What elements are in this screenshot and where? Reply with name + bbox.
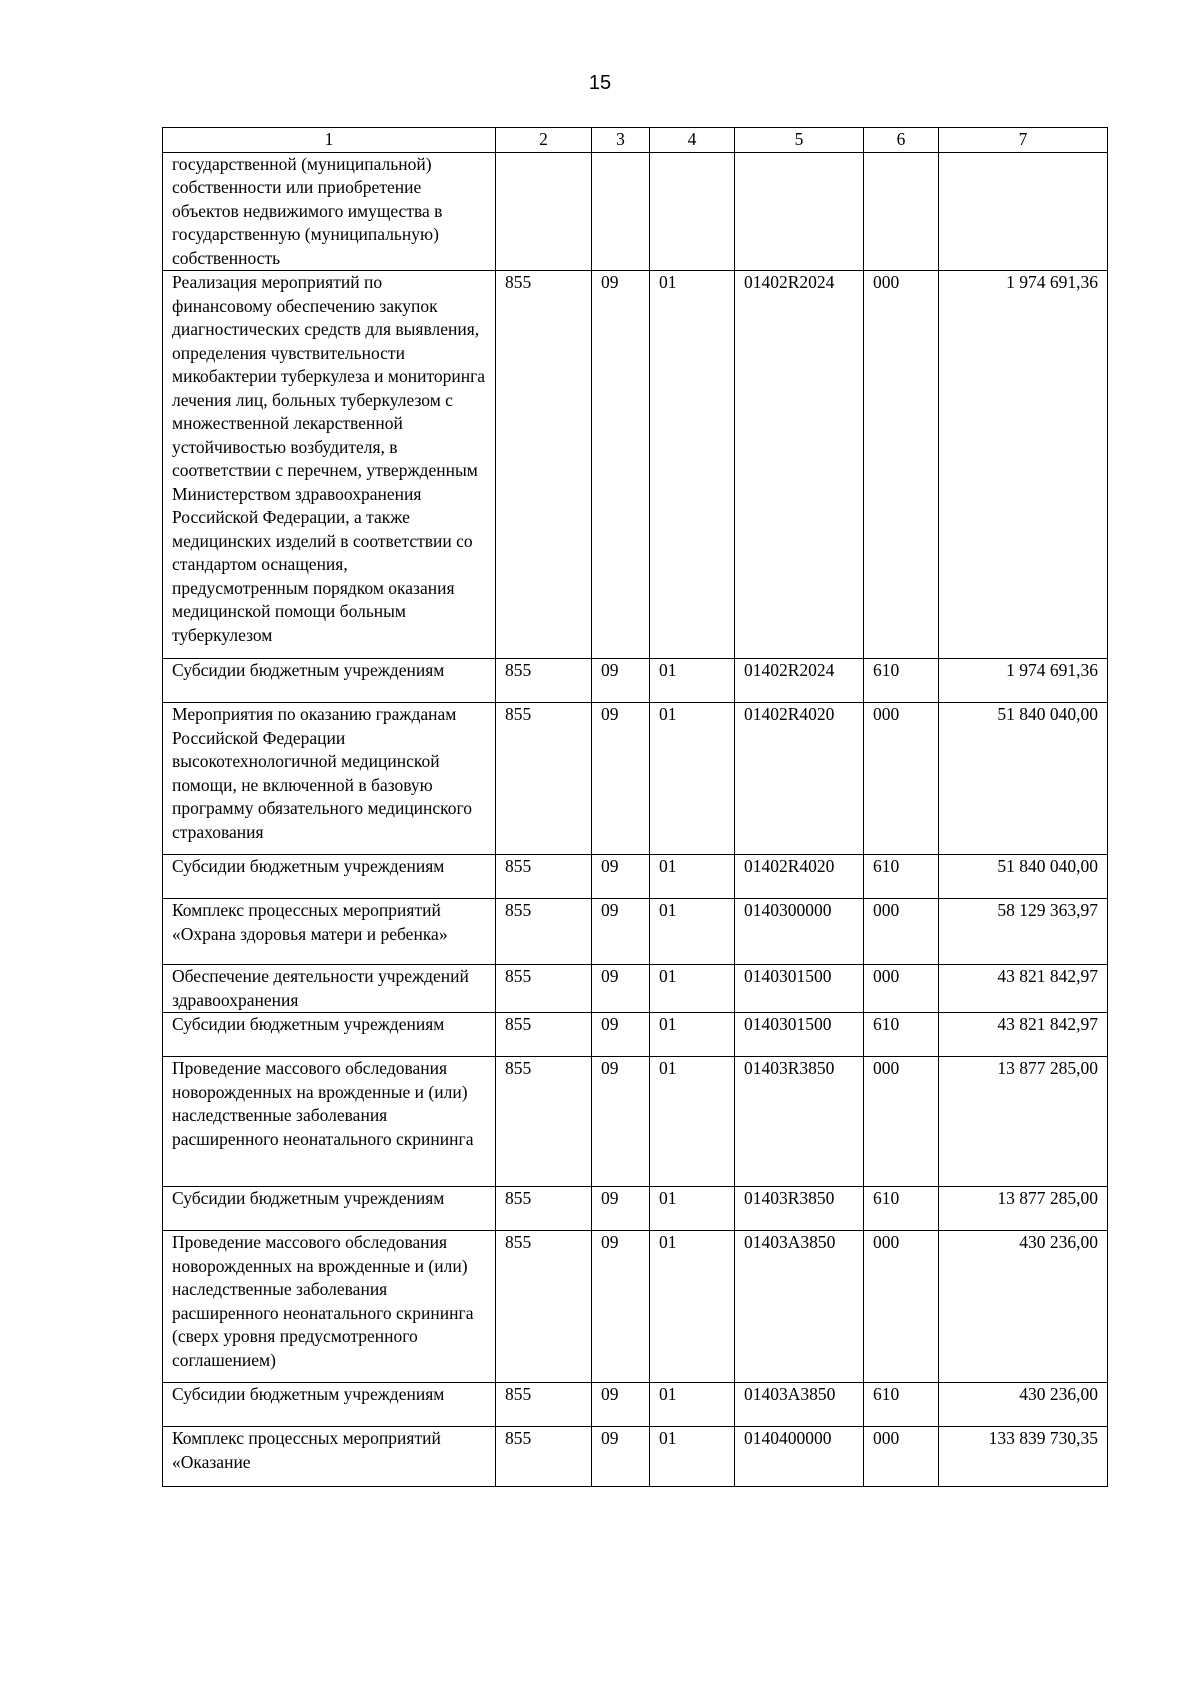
- target-article-cell: 0140301500: [735, 965, 864, 1013]
- gov-code-cell: [496, 152, 592, 271]
- subsection-cell: 01: [650, 1427, 735, 1487]
- section-cell: [592, 152, 650, 271]
- target-article-cell: 01402R4020: [735, 703, 864, 855]
- row-name-cell: Субсидии бюджетным учреждениям: [163, 1013, 496, 1057]
- expense-type-cell: 000: [864, 1231, 939, 1383]
- gov-code-cell: 855: [496, 271, 592, 659]
- target-article-cell: 01403А3850: [735, 1231, 864, 1383]
- table-row: [163, 1427, 1108, 1487]
- subsection-cell: 01: [650, 659, 735, 703]
- row-name-cell: Субсидии бюджетным учреждениям: [163, 855, 496, 899]
- amount-cell: 13 877 285,00: [939, 1057, 1108, 1187]
- header-cell: 7: [939, 128, 1108, 153]
- subsection-cell: 01: [650, 855, 735, 899]
- section-cell: 09: [592, 703, 650, 855]
- budget-table: [162, 127, 1108, 1487]
- row-name-cell: Проведение массового обследования новорожденных на врожденные и (или) наследственные заболевания расширенного неонатального скрининга (сверх уровня предусмотренного соглашением): [163, 1231, 496, 1383]
- subsection-cell: 01: [650, 1383, 735, 1427]
- row-name-cell: Субсидии бюджетным учреждениям: [163, 1383, 496, 1427]
- gov-code-cell: 855: [496, 855, 592, 899]
- subsection-cell: 01: [650, 1013, 735, 1057]
- section-cell: 09: [592, 1427, 650, 1487]
- table-row: [163, 703, 1108, 855]
- target-article-cell: 01403R3850: [735, 1187, 864, 1231]
- subsection-cell: 01: [650, 271, 735, 659]
- amount-cell: 43 821 842,97: [939, 1013, 1108, 1057]
- row-name-cell: Мероприятия по оказанию гражданам Российской Федерации высокотехнологичной медицинской помощи, не включенной в базовую программу обязательного медицинского страхования: [163, 703, 496, 855]
- amount-cell: 430 236,00: [939, 1383, 1108, 1427]
- table-row: [163, 1187, 1108, 1231]
- gov-code-cell: 855: [496, 659, 592, 703]
- expense-type-cell: 000: [864, 271, 939, 659]
- subsection-cell: 01: [650, 1231, 735, 1383]
- row-name-cell: Реализация мероприятий по финансовому обеспечению закупок диагностических средств для выявления, определения чувствительности микобактерии туберкулеза и мониторинга лечения лиц, больных туберкулезом с множественной лекарственной устойчивостью возбудителя, в соответствии с перечнем, утвержденным Министерством здравоохранения Российской Федерации, а также медицинских изделий в соответствии со стандартом оснащения, предусмотренным порядком оказания медицинской помощи больным туберкулезом: [163, 271, 496, 659]
- target-article-cell: 01402R2024: [735, 271, 864, 659]
- section-cell: 09: [592, 899, 650, 965]
- table-row: [163, 1231, 1108, 1383]
- target-article-cell: 01403А3850: [735, 1383, 864, 1427]
- gov-code-cell: 855: [496, 703, 592, 855]
- expense-type-cell: 610: [864, 855, 939, 899]
- subsection-cell: 01: [650, 1187, 735, 1231]
- expense-type-cell: [864, 152, 939, 271]
- table-row: [163, 1057, 1108, 1187]
- amount-cell: 133 839 730,35: [939, 1427, 1108, 1487]
- section-cell: 09: [592, 1231, 650, 1383]
- expense-type-cell: 000: [864, 1427, 939, 1487]
- gov-code-cell: 855: [496, 1057, 592, 1187]
- section-cell: 09: [592, 855, 650, 899]
- header-row: [163, 128, 1108, 153]
- amount-cell: 1 974 691,36: [939, 659, 1108, 703]
- section-cell: 09: [592, 1013, 650, 1057]
- row-name-cell: Субсидии бюджетным учреждениям: [163, 1187, 496, 1231]
- section-cell: 09: [592, 1383, 650, 1427]
- table-row: [163, 1013, 1108, 1057]
- subsection-cell: [650, 152, 735, 271]
- expense-type-cell: 610: [864, 1013, 939, 1057]
- header-cell: 3: [592, 128, 650, 153]
- row-name-cell: Комплекс процессных мероприятий «Охрана здоровья матери и ребенка»: [163, 899, 496, 965]
- subsection-cell: 01: [650, 965, 735, 1013]
- subsection-cell: 01: [650, 703, 735, 855]
- table-row: [163, 271, 1108, 659]
- subsection-cell: 01: [650, 1057, 735, 1187]
- expense-type-cell: 610: [864, 659, 939, 703]
- gov-code-cell: 855: [496, 965, 592, 1013]
- amount-cell: 43 821 842,97: [939, 965, 1108, 1013]
- amount-cell: 51 840 040,00: [939, 855, 1108, 899]
- header-cell: 6: [864, 128, 939, 153]
- header-cell: 5: [735, 128, 864, 153]
- section-cell: 09: [592, 965, 650, 1013]
- row-name-cell: Обеспечение деятельности учреждений здравоохранения: [163, 965, 496, 1013]
- expense-type-cell: 000: [864, 703, 939, 855]
- amount-cell: 58 129 363,97: [939, 899, 1108, 965]
- gov-code-cell: 855: [496, 899, 592, 965]
- expense-type-cell: 000: [864, 965, 939, 1013]
- amount-cell: 430 236,00: [939, 1231, 1108, 1383]
- target-article-cell: 0140301500: [735, 1013, 864, 1057]
- target-article-cell: 01402R2024: [735, 659, 864, 703]
- header-cell: 1: [163, 128, 496, 153]
- table-row: [163, 152, 1108, 271]
- section-cell: 09: [592, 1057, 650, 1187]
- subsection-cell: 01: [650, 899, 735, 965]
- gov-code-cell: 855: [496, 1013, 592, 1057]
- target-article-cell: 01402R4020: [735, 855, 864, 899]
- amount-cell: 51 840 040,00: [939, 703, 1108, 855]
- gov-code-cell: 855: [496, 1427, 592, 1487]
- gov-code-cell: 855: [496, 1383, 592, 1427]
- table-row: [163, 659, 1108, 703]
- gov-code-cell: 855: [496, 1231, 592, 1383]
- table-row: [163, 855, 1108, 899]
- section-cell: 09: [592, 659, 650, 703]
- row-name-cell: государственной (муниципальной) собственности или приобретение объектов недвижимого имущества в государственную (муниципальную) собственность: [163, 152, 496, 271]
- table-row: [163, 1383, 1108, 1427]
- expense-type-cell: 000: [864, 1057, 939, 1187]
- expense-type-cell: 610: [864, 1383, 939, 1427]
- target-article-cell: 0140400000: [735, 1427, 864, 1487]
- amount-cell: [939, 152, 1108, 271]
- target-article-cell: 01403R3850: [735, 1057, 864, 1187]
- expense-type-cell: 610: [864, 1187, 939, 1231]
- amount-cell: 1 974 691,36: [939, 271, 1108, 659]
- gov-code-cell: 855: [496, 1187, 592, 1231]
- row-name-cell: Субсидии бюджетным учреждениям: [163, 659, 496, 703]
- header-cell: 2: [496, 128, 592, 153]
- page-number: 15: [588, 72, 612, 94]
- header-cell: 4: [650, 128, 735, 153]
- row-name-cell: Проведение массового обследования новорожденных на врожденные и (или) наследственные заболевания расширенного неонатального скрининга: [163, 1057, 496, 1187]
- expense-type-cell: 000: [864, 899, 939, 965]
- section-cell: 09: [592, 1187, 650, 1231]
- target-article-cell: 0140300000: [735, 899, 864, 965]
- table-row: [163, 899, 1108, 965]
- amount-cell: 13 877 285,00: [939, 1187, 1108, 1231]
- row-name-cell: Комплекс процессных мероприятий «Оказание: [163, 1427, 496, 1487]
- table-row: [163, 965, 1108, 1013]
- target-article-cell: [735, 152, 864, 271]
- section-cell: 09: [592, 271, 650, 659]
